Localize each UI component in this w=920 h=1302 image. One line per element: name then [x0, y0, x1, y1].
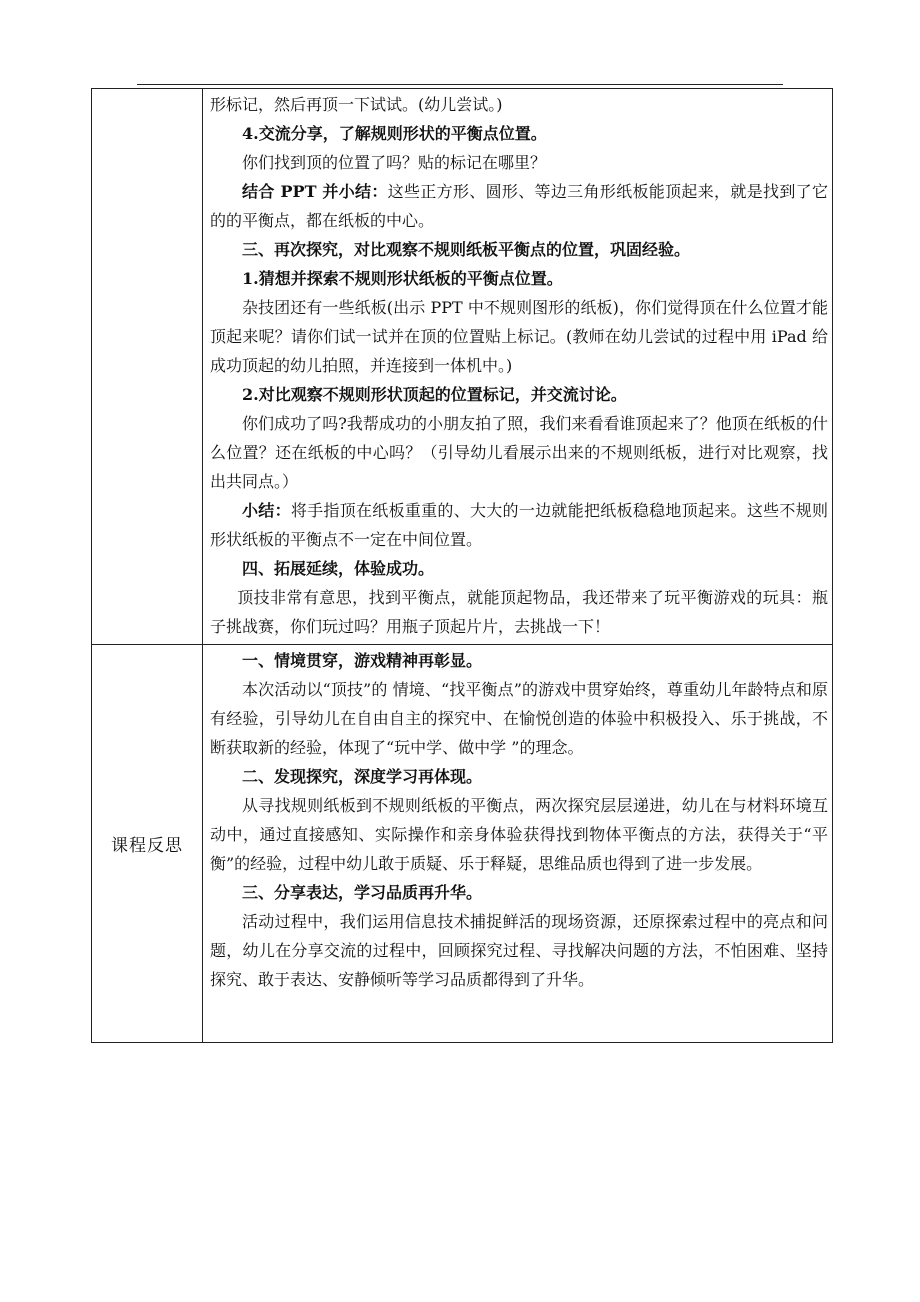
reflection-heading-2: 二、发现探究，深度学习再体现。: [242, 767, 483, 786]
exploration-paragraph: 杂技团还有一些纸板(出示 PPT 中不规则图形的纸板)，你们觉得顶在什么位置才能顶起来呢？请你们试一试并在顶的位置贴上标记。(教师在幼儿尝试的过程中用 iPad 给成功顶起的幼儿拍照，并连接到一体机中。): [210, 298, 828, 375]
summary-paragraph-2: 小结：将手指顶在纸板重重的、大大的一边就能把纸板稳稳地顶起来。这些不规则形状纸板的平衡点不一定在中间位置。: [210, 501, 828, 549]
question-paragraph: 你们找到顶的位置了吗？贴的标记在哪里？: [242, 153, 547, 172]
row-label-empty: [92, 89, 203, 645]
section-heading-3: 三、再次探究，对比观察不规则纸板平衡点的位置，巩固经验。: [242, 240, 691, 259]
activity-process-cell: [203, 89, 833, 645]
reflection-heading-1: 一、情境贯穿，游戏精神再彰显。: [242, 651, 483, 670]
step-heading-1: 1.猜想并探索不规则形状纸板的平衡点位置。: [242, 269, 563, 288]
section-heading-4: 四、拓展延续，体验成功。: [242, 559, 435, 578]
reflection-heading-3: 三、分享表达，学习品质再升华。: [242, 883, 483, 902]
reflection-paragraph-2: 从寻找规则纸板到不规则纸板的平衡点，两次探究层层递进，幼儿在与材料环境互动中，通过直接感知、实际操作和亲身体验获得找到物体平衡点的方法，获得关于“平衡”的经验，过程中幼儿敢于质疑、乐于释疑，思维品质也得到了进一步发展。: [210, 796, 828, 873]
reflection-paragraph-3: 活动过程中，我们运用信息技术捕捉鲜活的现场资源，还原探索过程中的亮点和问题，幼儿在分享交流的过程中，回顾探究过程、寻找解决问题的方法，不怕困难、坚持探究、敢于表达、安静倾听等学习品质都得到了升华。: [210, 912, 828, 989]
step-heading-2: 2.对比观察不规则形状顶起的位置标记，并交流讨论。: [242, 385, 627, 404]
reflection-paragraph-1: 本次活动以“顶技”的 情境、“找平衡点”的游戏中贯穿始终，尊重幼儿年龄特点和原有经验，引导幼儿在自由自主的探究中、在愉悦创造的体验中积极投入、乐于挑战，不断获取新的经验，体现了“玩中学、做中学 ”的理念。: [210, 680, 828, 757]
discussion-paragraph: 你们成功了吗?我帮成功的小朋友拍了照，我们来看看谁顶起来了？他顶在纸板的什么位置？还在纸板的中心吗？（引导幼儿看展示出来的不规则纸板，进行对比观察，找出共同点。）: [210, 414, 828, 491]
header-rule: [137, 84, 783, 85]
activity-process-row: [92, 89, 833, 645]
paragraph-continuation: 形标记，然后再顶一下试试。(幼儿尝试。): [210, 95, 503, 114]
reflection-content-cell: [203, 645, 833, 1043]
reflection-row: [92, 645, 833, 1043]
lesson-plan-table: [91, 88, 833, 1043]
summary-paragraph: 结合 PPT 并小结：这些正方形、圆形、等边三角形纸板能顶起来，就是找到了它的的平衡点，都在纸板的中心。: [210, 182, 828, 230]
reflection-label-cell: [92, 645, 203, 1043]
extension-paragraph: 顶技非常有意思，找到平衡点，就能顶起物品，我还带来了玩平衡游戏的玩具：瓶子挑战赛，你们玩过吗？用瓶子顶起片片，去挑战一下！: [210, 588, 828, 636]
reflection-label: 课程反思: [111, 836, 183, 856]
step-heading-4: 4.交流分享，了解规则形状的平衡点位置。: [242, 124, 547, 143]
